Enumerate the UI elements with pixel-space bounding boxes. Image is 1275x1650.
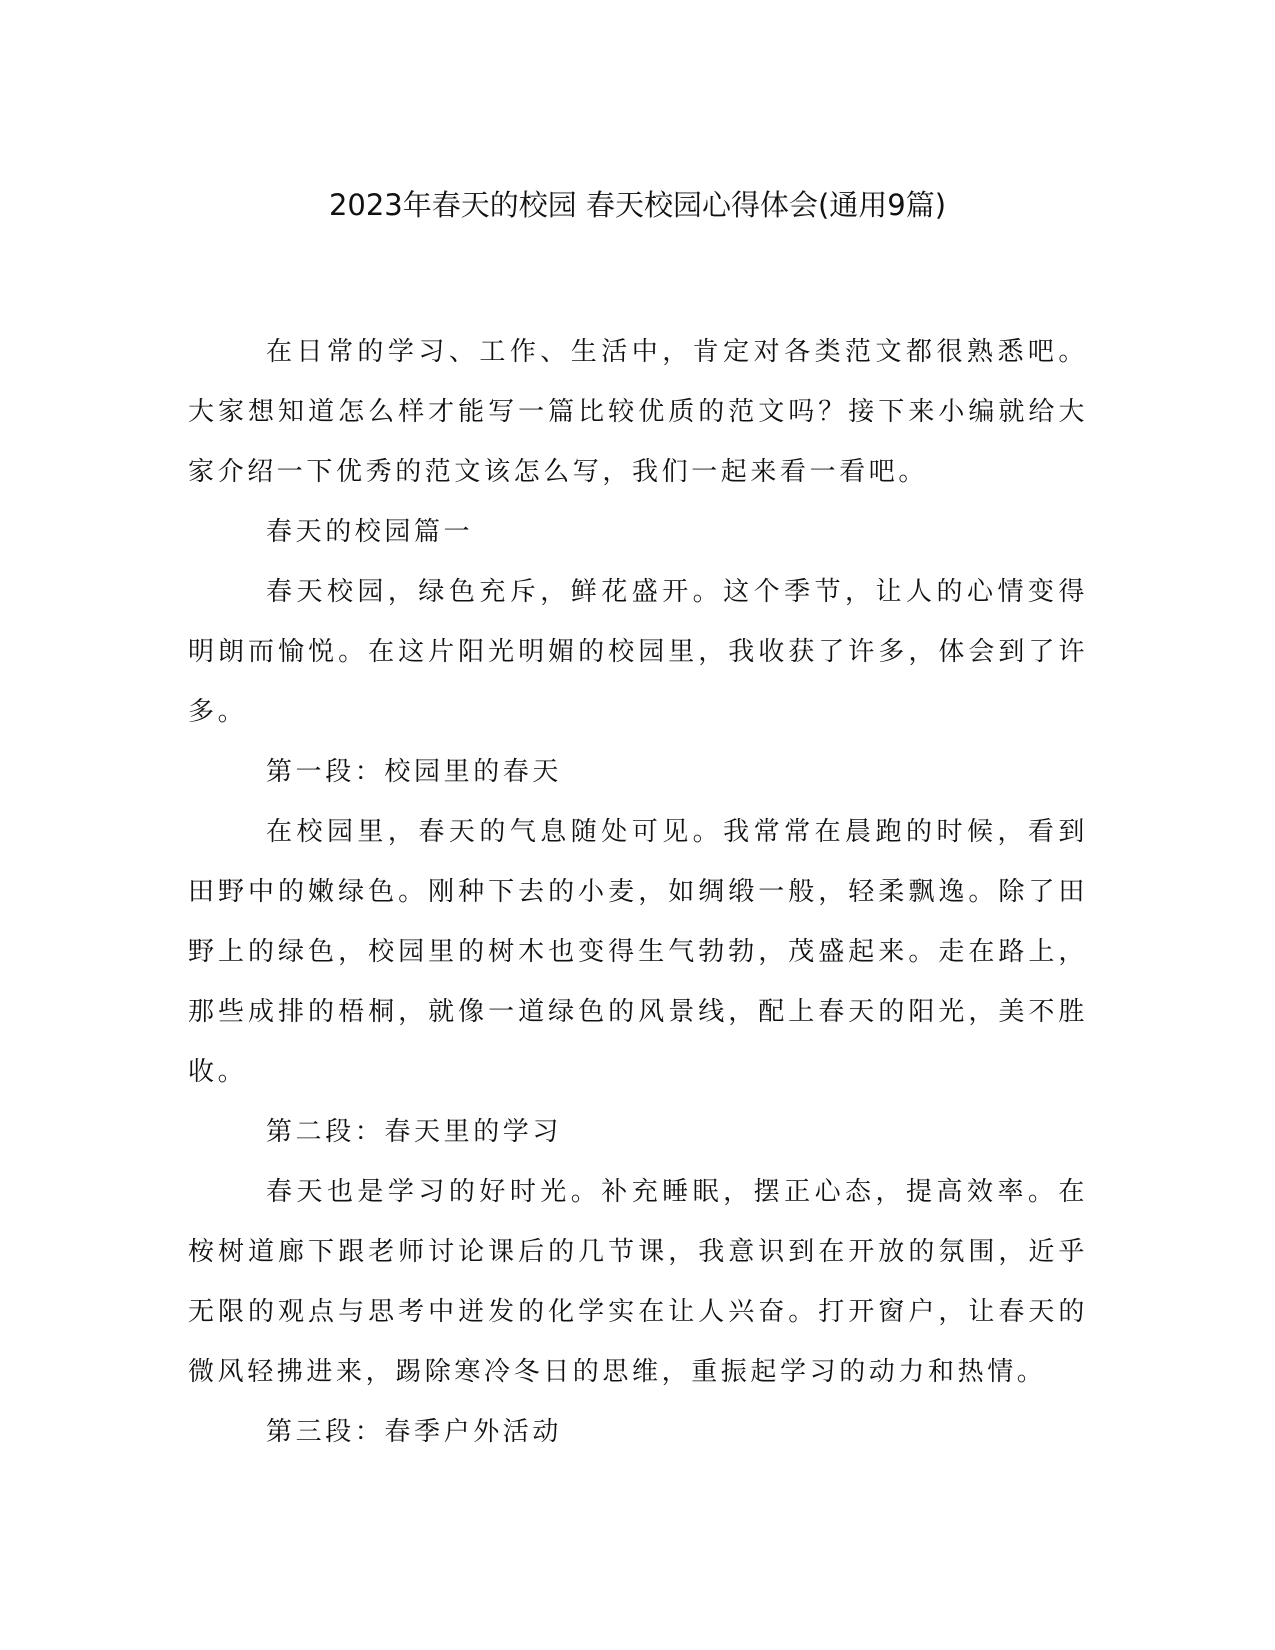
body-paragraph: 春天也是学习的好时光。补充睡眠，摆正心态，提高效率。在桉树道廊下跟老师讨论课后的几节课，我意识到在开放的氛围，近乎无限的观点与思考中迸发的化学实在让人兴奋。打开窗户，让春天的微风轻拂进来，踢除寒冷冬日的思维，重振起学习的动力和热情。 [188, 1177, 1088, 1387]
section-heading: 第二段：春天里的学习 [266, 1117, 563, 1147]
document-body [188, 322, 1088, 1462]
section-heading: 第三段：春季户外活动 [266, 1417, 563, 1447]
section-heading: 春天的校园篇一 [266, 517, 474, 547]
section-heading: 第一段：校园里的春天 [266, 757, 563, 787]
body-paragraph: 春天校园，绿色充斥，鲜花盛开。这个季节，让人的心情变得明朗而愉悦。在这片阳光明媚的校园里，我收获了许多，体会到了许多。 [188, 577, 1088, 727]
document-title: 2023年春天的校园 春天校园心得体会(通用9篇) [328, 188, 947, 222]
intro-paragraph: 在日常的学习、工作、生活中，肯定对各类范文都很熟悉吧。大家想知道怎么样才能写一篇比较优质的范文吗？接下来小编就给大家介绍一下优秀的范文该怎么写，我们一起来看一看吧。 [188, 337, 1088, 487]
body-paragraph: 在校园里，春天的气息随处可见。我常常在晨跑的时候，看到田野中的嫩绿色。刚种下去的小麦，如绸缎一般，轻柔飘逸。除了田野上的绿色，校园里的树木也变得生气勃勃，茂盛起来。走在路上，那些成排的梧桐，就像一道绿色的风景线，配上春天的阳光，美不胜收。 [188, 817, 1088, 1087]
